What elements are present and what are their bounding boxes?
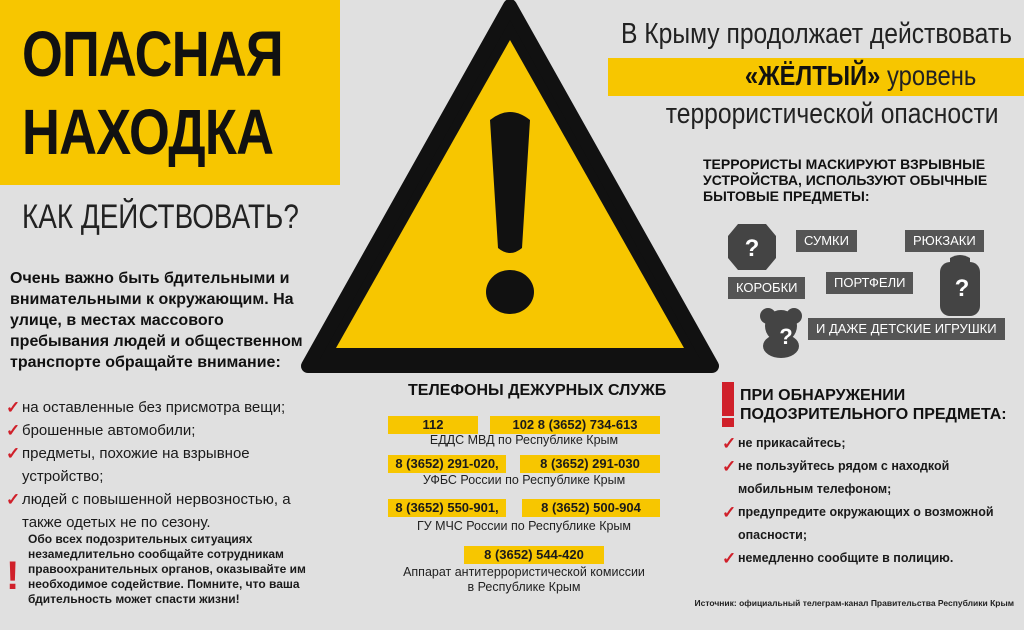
phone-number: 8 (3652) 291-030 <box>520 455 660 473</box>
tag-bags: СУМКИ <box>796 230 857 252</box>
title-line-1: ОПАСНАЯ <box>22 18 283 90</box>
tag-backpacks: РЮКЗАКИ <box>905 230 984 252</box>
phone-caption: ЕДДС МВД по Республике Крым <box>429 433 619 447</box>
exclamation-icon: ! <box>6 554 20 598</box>
list-item: ✓ людей с повышенной нервозностью, а также одетых не по сезону. <box>6 490 291 531</box>
lead-paragraph: Очень важно быть бдительными и внимательными к окружающим. На улице, в местах массового пребывания людей и общественном транспорте обращайте внимание: <box>10 270 303 371</box>
exclamation-icon <box>722 382 734 416</box>
phone-number: 102 8 (3652) 734-613 <box>490 416 660 434</box>
bag-icon <box>726 222 778 272</box>
page-subtitle: КАК ДЕЙСТВОВАТЬ? <box>22 198 299 236</box>
phone-caption: в Республике Крым <box>467 580 581 594</box>
check-icon: ✓ <box>722 457 737 476</box>
phone-caption: Аппарат антитеррористической комиссии <box>403 565 645 579</box>
check-icon: ✓ <box>6 398 21 417</box>
tag-boxes: КОРОБКИ <box>728 277 805 299</box>
svg-text:?: ? <box>954 275 970 302</box>
list-item: ✓ предупредите окружающих о возможной опасности; <box>722 503 994 542</box>
check-icon: ✓ <box>6 421 21 440</box>
check-icon: ✓ <box>722 549 737 568</box>
list-item: ✓ не прикасайтесь; <box>722 434 846 453</box>
discovery-list <box>722 432 1022 570</box>
signs-list <box>6 396 326 534</box>
discovery-title: ПРИ ОБНАРУЖЕНИИ ПОДОЗРИТЕЛЬНОГО ПРЕДМЕТА: <box>740 387 1007 423</box>
toy-bear-icon <box>756 306 806 358</box>
source-note: Источник: официальный телеграм-канал Правительства Республики Крым <box>694 598 1014 608</box>
phone-caption: УФБС России по Республике Крым <box>422 473 626 487</box>
header-line-1: В Крыму продолжает действовать <box>621 18 1012 50</box>
exclamation-dot <box>722 418 734 427</box>
phone-caption: ГУ МЧС России по Республике Крым <box>416 519 632 533</box>
check-icon: ✓ <box>6 490 21 509</box>
tag-briefcases: ПОРТФЕЛИ <box>826 272 913 294</box>
phone-number: 112 <box>388 416 478 434</box>
list-item: ✓ немедленно сообщите в полицию. <box>722 549 954 568</box>
phone-number: 8 (3652) 291-020, <box>388 455 506 473</box>
svg-text:?: ? <box>779 324 793 349</box>
phone-number: 8 (3652) 500-904 <box>522 499 660 517</box>
phone-number: 8 (3652) 544-420 <box>464 546 604 564</box>
svg-text:?: ? <box>744 235 760 262</box>
warning-triangle-icon <box>300 0 720 380</box>
check-icon: ✓ <box>722 503 737 522</box>
tag-toys: И ДАЖЕ ДЕТСКИЕ ИГРУШКИ <box>808 318 1005 340</box>
list-item: ✓ брошенные автомобили; <box>6 421 196 440</box>
phone-number: 8 (3652) 550-901, <box>388 499 506 517</box>
backpack-icon <box>932 252 988 318</box>
list-item: ✓ на оставленные без присмотра вещи; <box>6 398 286 417</box>
level-rest: уровень <box>880 60 976 91</box>
check-icon: ✓ <box>6 444 21 463</box>
check-icon: ✓ <box>722 434 737 453</box>
phones-title: ТЕЛЕФОНЫ ДЕЖУРНЫХ СЛУЖБ <box>408 382 667 399</box>
level-word: «ЖЁЛТЫЙ» <box>744 60 881 91</box>
header-line-2 <box>745 60 976 92</box>
terrorists-title: ТЕРРОРИСТЫ МАСКИРУЮТ ВЗРЫВНЫЕ УСТРОЙСТВА, ИСПОЛЬЗУЮТ ОБЫЧНЫЕ БЫТОВЫЕ ПРЕДМЕТЫ: <box>703 156 988 204</box>
warning-paragraph: Обо всех подозрительных ситуациях незамедлительно сообщайте сотрудникам правоохранительных органов, оказывайте им необходимое содействие. Помните, что ваша бдительность может спасти жизни! <box>28 532 306 606</box>
header-line-3: террористической опасности <box>665 98 998 130</box>
list-item: ✓ предметы, похожие на взрывное устройство; <box>6 444 250 485</box>
list-item: ✓ не пользуйтесь рядом с находкой мобильным телефоном; <box>722 457 950 496</box>
title-line-2: НАХОДКА <box>22 96 274 168</box>
